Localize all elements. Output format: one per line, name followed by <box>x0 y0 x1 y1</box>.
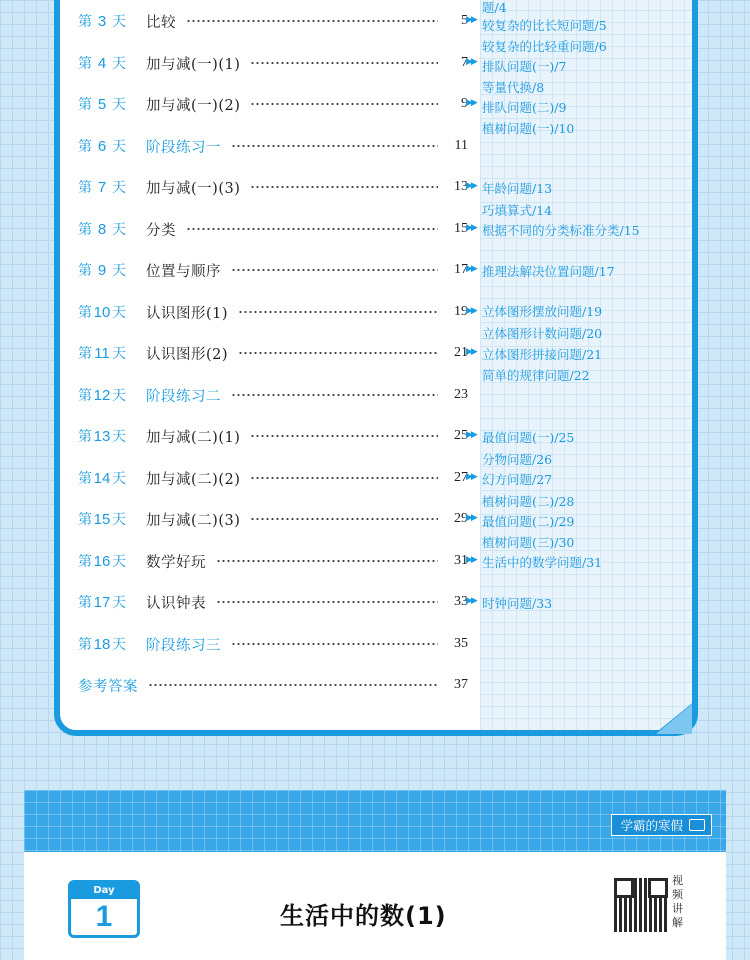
dot-leader <box>250 518 438 520</box>
day-number: 17 <box>93 594 111 611</box>
page-number: 21 <box>454 345 468 360</box>
page-number: 19 <box>454 304 468 319</box>
side-topic[interactable]: 分物问题/26 <box>482 452 553 467</box>
page-number: 5 <box>461 13 468 28</box>
day-suffix: 天 <box>112 305 126 321</box>
side-topic[interactable]: 最值问题(一)/25 <box>482 430 575 445</box>
side-topic[interactable]: 简单的规律问题/22 <box>482 368 590 383</box>
day-badge-label: Day <box>71 883 137 899</box>
dot-leader <box>186 20 438 22</box>
day-suffix: 天 <box>112 637 126 653</box>
double-arrow-icon: ▶▶ <box>466 306 476 316</box>
day-suffix: 天 <box>112 139 126 155</box>
day-label <box>78 343 146 363</box>
side-topic[interactable]: 时钟问题/33 <box>482 596 553 611</box>
day-number: 15 <box>93 511 111 528</box>
toc-row[interactable] <box>78 591 468 613</box>
double-arrow-icon: ▶▶ <box>466 430 476 440</box>
side-topic[interactable]: 植树问题(二)/28 <box>482 494 575 509</box>
dot-leader <box>250 477 438 479</box>
toc-title: 阶段练习三 <box>146 637 221 654</box>
qr-code-icon[interactable] <box>614 878 668 932</box>
day-label <box>78 136 146 156</box>
day-number: 18 <box>93 636 111 653</box>
page-number: 7 <box>461 55 468 70</box>
side-topic[interactable]: 根据不同的分类标准分类/15 <box>482 223 640 238</box>
day-number: 7 <box>97 179 107 196</box>
page-number: 27 <box>454 470 468 485</box>
double-arrow-icon: ▶▶ <box>466 513 476 523</box>
day-label <box>78 592 146 612</box>
day-label <box>78 53 146 73</box>
double-arrow-icon: ▶▶ <box>466 596 476 606</box>
toc-row[interactable] <box>78 176 468 198</box>
day-prefix: 第 <box>78 471 92 487</box>
day-suffix: 天 <box>112 346 126 362</box>
side-topic[interactable]: 最值问题(二)/29 <box>482 514 575 529</box>
toc-title: 加与减(一)(1) <box>146 56 241 73</box>
side-topic[interactable]: 立体图形摆放问题/19 <box>482 304 603 319</box>
toc-title: 阶段练习一 <box>146 139 221 156</box>
toc-row[interactable] <box>78 425 468 447</box>
toc-title: 加与减(一)(2) <box>146 97 241 114</box>
day-label <box>78 468 146 488</box>
day-prefix: 第 <box>78 512 92 528</box>
page-number: 23 <box>454 387 468 402</box>
day-label <box>78 385 146 405</box>
day-label <box>78 11 146 31</box>
double-arrow-icon: ▶▶ <box>466 264 476 274</box>
day-label <box>78 177 146 197</box>
page-number: 25 <box>454 428 468 443</box>
toc-title: 数学好玩 <box>146 554 206 571</box>
day-label <box>78 551 146 571</box>
toc-title: 认识图形(1) <box>146 305 229 322</box>
page-number: 29 <box>454 511 468 526</box>
day-label <box>78 426 146 446</box>
toc-row[interactable] <box>78 259 468 281</box>
day-badge <box>68 880 140 938</box>
toc-row[interactable] <box>78 301 468 323</box>
double-arrow-icon: ▶▶ <box>466 555 476 565</box>
dot-leader <box>231 643 438 645</box>
day-suffix: 天 <box>112 388 126 404</box>
double-arrow-icon: ▶▶ <box>466 181 476 191</box>
toc-row[interactable] <box>78 52 468 74</box>
day-number: 11 <box>94 345 110 362</box>
day-number: 9 <box>97 262 107 279</box>
day-number: 3 <box>97 13 107 30</box>
day-suffix: 天 <box>112 429 126 445</box>
day-number: 16 <box>93 553 111 570</box>
day-number: 12 <box>93 387 111 404</box>
day-suffix: 天 <box>112 512 126 528</box>
day-prefix: 第 <box>78 346 92 362</box>
side-topic[interactable]: 巧填算式/14 <box>482 203 553 218</box>
side-topic[interactable]: 植树问题(三)/30 <box>482 535 575 550</box>
day-prefix: 第 <box>78 97 92 113</box>
day-prefix: 第 <box>78 180 92 196</box>
side-topic[interactable]: 题/4 <box>482 0 507 15</box>
page-number: 15 <box>454 221 468 236</box>
side-topic[interactable]: 年龄问题/13 <box>482 181 553 196</box>
dot-leader <box>238 352 438 354</box>
dot-leader <box>216 601 438 603</box>
banner-tag-label: 学霸的寒假 <box>620 818 683 833</box>
day-prefix: 第 <box>78 56 92 72</box>
book-icon <box>689 819 705 831</box>
toc-row[interactable] <box>78 218 468 240</box>
side-topic[interactable]: 生活中的数学问题/31 <box>482 555 603 570</box>
lesson-header <box>24 852 726 960</box>
day-label <box>78 302 146 322</box>
toc-row[interactable] <box>78 633 468 655</box>
dot-leader <box>216 560 438 562</box>
day-suffix: 天 <box>112 14 126 30</box>
side-topic[interactable]: 推理法解决位置问题/17 <box>482 264 615 279</box>
toc-row[interactable] <box>78 93 468 115</box>
toc-title: 加与减(二)(1) <box>146 429 241 446</box>
day-number: 8 <box>97 221 107 238</box>
double-arrow-icon: ▶▶ <box>466 223 476 233</box>
side-topic[interactable]: 立体图形拼接问题/21 <box>482 347 603 362</box>
day-number: 5 <box>97 96 107 113</box>
banner-tag <box>611 814 712 836</box>
page-number: 9 <box>461 96 468 111</box>
day-prefix: 第 <box>78 429 92 445</box>
toc-title: 加与减(二)(3) <box>146 512 241 529</box>
day-number: 4 <box>97 55 107 72</box>
qr-label: 视频讲解 <box>672 874 683 929</box>
double-arrow-icon: ▶▶ <box>466 98 476 108</box>
day-prefix: 第 <box>78 554 92 570</box>
toc-title: 位置与顺序 <box>146 263 221 280</box>
day-prefix: 第 <box>78 139 92 155</box>
day-prefix: 第 <box>78 14 92 30</box>
day-label <box>78 509 146 529</box>
side-topic[interactable]: 排队问题(二)/9 <box>482 100 567 115</box>
side-topic[interactable]: 幻方问题/27 <box>482 472 553 487</box>
page-number: 17 <box>454 262 468 277</box>
dot-leader <box>238 311 438 313</box>
day-number: 14 <box>93 470 111 487</box>
dot-leader <box>231 269 438 271</box>
page-number: 11 <box>454 138 468 153</box>
toc-row[interactable] <box>78 135 468 157</box>
side-topic[interactable]: 排队问题(一)/7 <box>482 59 567 74</box>
toc-row-answers[interactable] <box>78 674 468 696</box>
toc-title: 认识图形(2) <box>146 346 229 363</box>
dot-leader <box>231 394 438 396</box>
dot-leader <box>250 435 438 437</box>
toc-row[interactable] <box>78 10 468 32</box>
side-topic[interactable]: 较复杂的比轻重问题/6 <box>482 39 607 54</box>
section-banner <box>24 790 726 852</box>
toc-row[interactable] <box>78 508 468 530</box>
day-prefix: 第 <box>78 222 92 238</box>
day-label <box>78 634 146 654</box>
toc-title: 加与减(一)(3) <box>146 180 241 197</box>
toc-title: 认识钟表 <box>146 595 206 612</box>
toc-title: 分类 <box>146 222 176 239</box>
lesson-title: 生活中的数(1) <box>280 902 447 930</box>
side-topic[interactable]: 较复杂的比长短问题/5 <box>482 18 607 33</box>
day-label <box>78 260 146 280</box>
page-number: 33 <box>454 594 468 609</box>
toc-row[interactable] <box>78 550 468 572</box>
toc-row[interactable] <box>78 467 468 489</box>
day-number: 13 <box>93 428 111 445</box>
day-label <box>78 219 146 239</box>
day-number: 10 <box>93 304 111 321</box>
double-arrow-icon: ▶▶ <box>466 347 476 357</box>
page-number: 13 <box>454 179 468 194</box>
day-suffix: 天 <box>112 56 126 72</box>
day-suffix: 天 <box>112 471 126 487</box>
day-suffix: 天 <box>112 97 126 113</box>
double-arrow-icon: ▶▶ <box>466 472 476 482</box>
day-suffix: 天 <box>112 554 126 570</box>
dot-leader <box>250 103 438 105</box>
toc-row[interactable] <box>78 342 468 364</box>
dot-leader <box>250 62 438 64</box>
day-suffix: 天 <box>112 263 126 279</box>
day-prefix: 第 <box>78 637 92 653</box>
day-suffix: 天 <box>112 595 126 611</box>
day-prefix: 第 <box>78 595 92 611</box>
toc-row[interactable] <box>78 384 468 406</box>
day-prefix: 第 <box>78 388 92 404</box>
dot-leader <box>250 186 438 188</box>
page-number: 31 <box>454 553 468 568</box>
toc-title: 阶段练习二 <box>146 388 221 405</box>
side-topic[interactable]: 植树问题(一)/10 <box>482 121 575 136</box>
day-number: 6 <box>97 138 107 155</box>
dot-leader <box>231 145 438 147</box>
dot-leader <box>148 684 438 686</box>
side-topic[interactable]: 等量代换/8 <box>482 80 545 95</box>
day-badge-number: 1 <box>95 900 113 933</box>
toc-title: 加与减(二)(2) <box>146 471 241 488</box>
day-label <box>78 94 146 114</box>
side-topic[interactable]: 立体图形计数问题/20 <box>482 326 603 341</box>
day-suffix: 天 <box>112 180 126 196</box>
dot-leader <box>186 228 438 230</box>
day-suffix: 天 <box>112 222 126 238</box>
toc-title: 比较 <box>146 14 176 31</box>
double-arrow-icon: ▶▶ <box>466 15 476 25</box>
day-prefix: 第 <box>78 305 92 321</box>
day-prefix: 第 <box>78 263 92 279</box>
page-number: 35 <box>454 636 468 651</box>
double-arrow-icon: ▶▶ <box>466 57 476 67</box>
page-number: 37 <box>454 677 468 692</box>
toc-title: 参考答案 <box>78 678 138 695</box>
